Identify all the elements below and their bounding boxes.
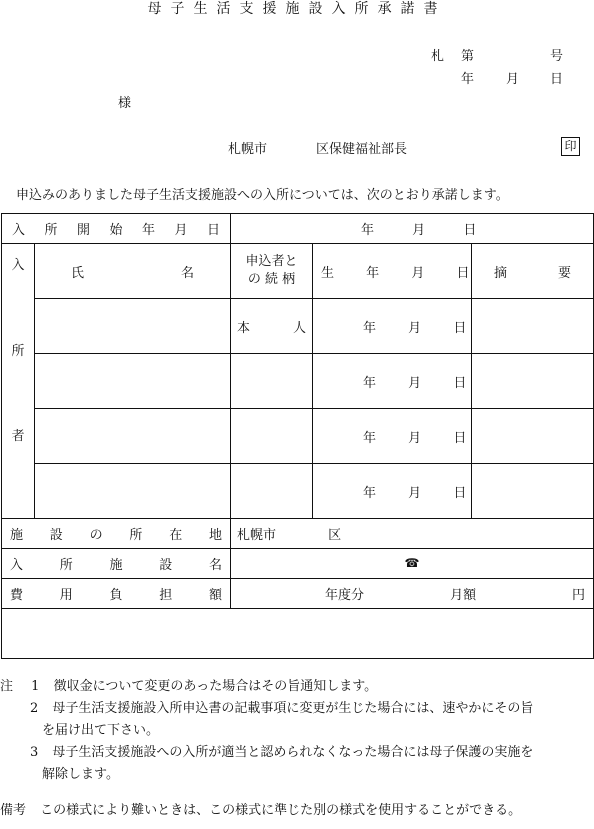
resident-birth-cell — [313, 354, 472, 409]
birth-year: 年 — [363, 485, 377, 501]
resident-name-cell — [35, 464, 231, 519]
vertical-char-2: 所 — [11, 343, 25, 359]
issue-year: 年 — [461, 72, 475, 87]
birth-day: 日 — [453, 320, 467, 336]
birth-year: 年 — [363, 375, 377, 391]
start-month: 月 — [412, 223, 426, 238]
col-relation-line-1: 申込者と — [245, 254, 298, 269]
self-char-2: 人 — [293, 320, 307, 336]
col-note-char-1: 摘 — [494, 265, 508, 281]
vertical-char-1: 入 — [11, 258, 25, 273]
facility-location-label-text-char: 施 — [10, 528, 24, 543]
cost-label-text — [2, 584, 230, 603]
start-date-label — [2, 214, 231, 244]
resident-note-cell — [472, 409, 594, 464]
facility-name-label-text-char: 施 — [109, 558, 123, 573]
facility-ku: 区 — [328, 528, 342, 543]
facility-name-label-text-char: 名 — [209, 558, 223, 573]
col-birth-month: 月 — [411, 265, 425, 281]
start-date-value — [231, 214, 594, 244]
approval-table — [1, 213, 594, 659]
note-2-text-a: 母子生活支援施設入所申込書の記載事項に変更が生じた場合には、速やかにその旨 — [52, 701, 534, 716]
note-2 — [0, 698, 594, 720]
note-1 — [0, 676, 594, 698]
header-row — [2, 244, 594, 299]
col-note-header — [472, 244, 594, 299]
birth-year: 年 — [363, 320, 377, 336]
issue-day: 日 — [550, 72, 564, 87]
note-2-number: 2 — [30, 701, 39, 716]
resident-name-cell — [35, 299, 231, 354]
facility-name-label-text — [2, 554, 230, 573]
cost-label-text-char: 費 — [10, 588, 24, 603]
resident-birth-cell — [313, 299, 472, 354]
facility-location-label-text-char: 在 — [169, 528, 183, 543]
vertical-char-3: 者 — [11, 429, 25, 444]
col-birth-header — [313, 244, 472, 299]
start-year: 年 — [361, 223, 375, 238]
start-date-label-text-char: 日 — [207, 223, 221, 238]
birth-month: 月 — [408, 485, 422, 501]
resident-vertical-label — [2, 244, 35, 519]
self-char-1: 本 — [237, 320, 251, 336]
resident-relation-cell — [231, 354, 313, 409]
resident-note-cell — [472, 354, 594, 409]
col-note-char-2: 要 — [558, 265, 572, 281]
note-2-text-b: を届け出て下さい。 — [42, 723, 160, 738]
birth-day: 日 — [453, 485, 467, 501]
number-dai: 第 — [461, 49, 475, 64]
addressee-sama: 様 — [118, 96, 132, 111]
note-1-text: 徴収金について変更のあった場合はその旨通知します。 — [53, 679, 378, 694]
birth-month: 月 — [408, 320, 422, 336]
cost-label-text-char: 額 — [209, 588, 223, 603]
col-relation-header — [231, 244, 313, 299]
notes-section — [0, 676, 594, 822]
facility-location-label — [2, 519, 231, 549]
resident-row — [2, 354, 594, 409]
resident-note-cell — [472, 299, 594, 354]
birth-day: 日 — [453, 375, 467, 391]
phone-icon: ☎ — [404, 556, 420, 570]
cost-value — [231, 579, 594, 609]
remark-text: この様式により難いときは、この様式に準じた別の様式を使用することができる。 — [40, 803, 522, 818]
start-date-label-text-char: 年 — [142, 223, 156, 238]
facility-location-label-text — [2, 524, 230, 543]
resident-birth-cell — [313, 464, 472, 519]
facility-name-label-text-char: 設 — [159, 558, 173, 573]
note-3-text-b: 解除します。 — [42, 767, 119, 782]
issuer-city: 札幌市 — [228, 142, 268, 157]
resident-birth-cell — [313, 409, 472, 464]
birth-day: 日 — [453, 430, 467, 446]
issuer-dept: 区保健福祉部長 — [316, 142, 408, 157]
facility-location-label-text-char: 設 — [49, 528, 63, 543]
facility-name-value — [231, 549, 594, 579]
resident-row — [2, 299, 594, 354]
resident-relation-cell — [231, 299, 313, 354]
blank-row — [2, 609, 594, 659]
cost-label-text-char: 用 — [59, 588, 73, 603]
seal-mark: 印 — [561, 137, 580, 156]
col-name-char-1: 氏 — [71, 265, 85, 281]
cost-label-text-char: 負 — [109, 588, 123, 603]
resident-relation-cell — [231, 464, 313, 519]
document-title: 母子生活支援施設入所承諾書 — [147, 1, 447, 17]
start-date-label-text-char: 入 — [12, 223, 26, 238]
resident-name-cell — [35, 354, 231, 409]
birth-month: 月 — [408, 430, 422, 446]
facility-name-label-text-char: 入 — [10, 558, 24, 573]
number-go: 号 — [550, 49, 564, 64]
resident-row — [2, 409, 594, 464]
facility-location-row — [2, 519, 594, 549]
facility-location-label-text-char: 地 — [208, 528, 222, 543]
col-birth-char: 生 — [321, 265, 335, 281]
intro-text: 申込みのありました母子生活支援施設への入所については、次のとおり承諾します。 — [16, 188, 509, 203]
cost-yen: 円 — [572, 588, 586, 603]
resident-note-cell — [472, 464, 594, 519]
note-1-number: 1 — [31, 679, 40, 694]
cost-monthly: 月額 — [450, 588, 477, 603]
col-relation-line-2: の 続 柄 — [247, 272, 296, 287]
note-3 — [0, 742, 594, 764]
facility-location-label-text-char: 所 — [129, 528, 143, 543]
resident-row — [2, 464, 594, 519]
facility-name-row — [2, 549, 594, 579]
start-date-label-text-char: 所 — [44, 223, 58, 238]
remark — [0, 800, 594, 822]
resident-relation-cell — [231, 409, 313, 464]
col-name-char-2: 名 — [181, 265, 195, 281]
start-date-row — [2, 214, 594, 244]
resident-name-cell — [35, 409, 231, 464]
note-3-text-a: 母子生活支援施設への入所が適当と認められなくなった場合には母子保護の実施を — [52, 745, 534, 760]
cost-label-text-char: 担 — [159, 588, 173, 603]
cost-fiscal-year: 年度分 — [325, 588, 365, 603]
start-date-label-text-char: 月 — [174, 223, 188, 238]
col-name-header — [35, 244, 231, 299]
note-3-number: 3 — [30, 745, 39, 760]
note-head: 注 — [0, 679, 14, 694]
start-date-label-text-char: 始 — [109, 223, 123, 238]
facility-city: 札幌市 — [237, 528, 277, 543]
cost-label — [2, 579, 231, 609]
facility-name-label — [2, 549, 231, 579]
remark-head: 備考 — [0, 803, 27, 818]
birth-year: 年 — [363, 430, 377, 446]
number-satsu: 札 — [431, 49, 445, 64]
start-date-label-text — [2, 219, 230, 238]
birth-month: 月 — [408, 375, 422, 391]
issue-month: 月 — [506, 72, 520, 87]
col-birth-year: 年 — [366, 265, 380, 281]
facility-name-label-text-char: 所 — [59, 558, 73, 573]
start-day: 日 — [463, 223, 477, 238]
cost-row — [2, 579, 594, 609]
facility-location-value — [231, 519, 594, 549]
facility-location-label-text-char: の — [89, 528, 103, 543]
blank-cell — [2, 609, 594, 659]
col-birth-day: 日 — [456, 265, 470, 281]
start-date-label-text-char: 開 — [77, 223, 91, 238]
